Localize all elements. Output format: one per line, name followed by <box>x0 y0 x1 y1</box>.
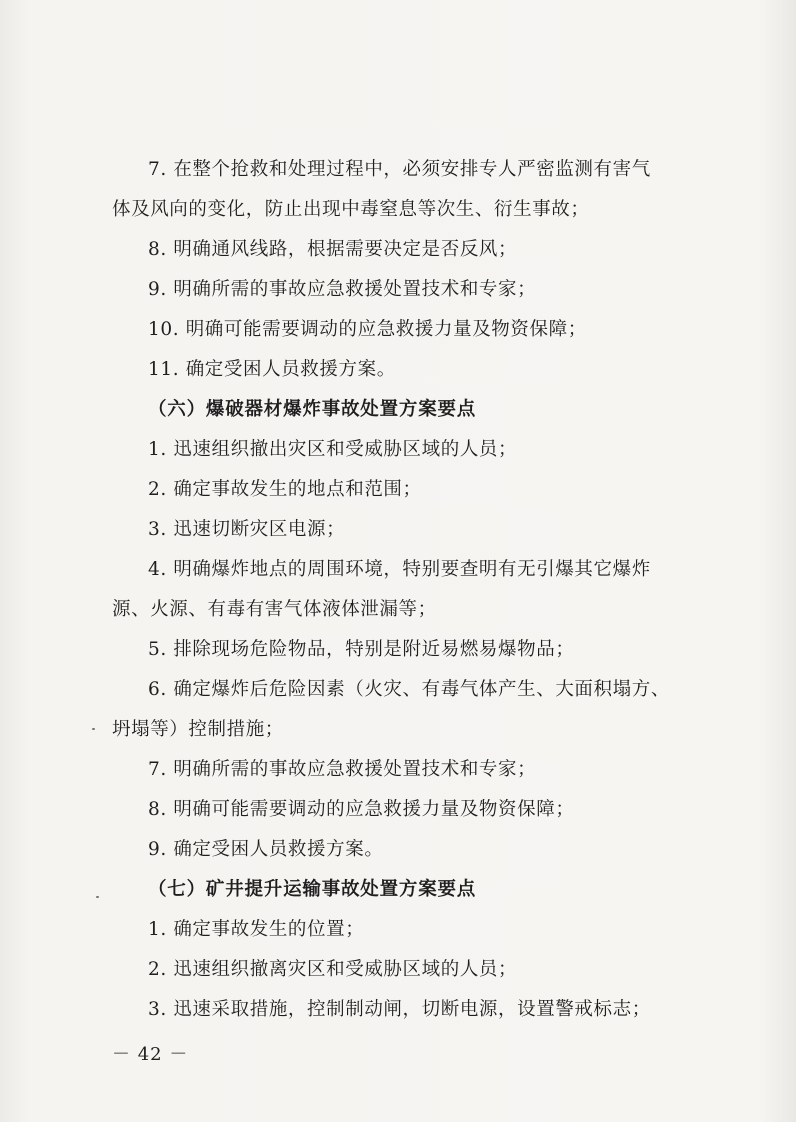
body-text-line: 7. 明确所需的事故应急救援处置技术和专家； <box>148 759 537 780</box>
section-heading: （七）矿井提升运输事故处置方案要点 <box>148 879 477 900</box>
body-text-line: 5. 排除现场危险物品，特别是附近易燃易爆物品； <box>148 639 575 660</box>
section-heading: （六）爆破器材爆炸事故处置方案要点 <box>148 399 477 420</box>
body-text-line: 7. 在整个抢救和处理过程中，必须安排专人严密监测有害气 <box>148 159 651 180</box>
body-text-line: 3. 迅速采取措施，控制制动闸，切断电源，设置警戒标志； <box>148 999 651 1020</box>
body-text-line: 10. 明确可能需要调动的应急救援力量及物资保障； <box>148 319 587 340</box>
body-text-line: 8. 明确通风线路，根据需要决定是否反风； <box>148 239 518 260</box>
body-text-line: 11. 确定受困人员救援方案。 <box>148 359 396 380</box>
body-text-line: 2. 迅速组织撤离灾区和受威胁区域的人员； <box>148 959 518 980</box>
body-text-line: 2. 确定事故发生的地点和范围； <box>148 479 422 500</box>
body-text-line: 源、火源、有毒有害气体液体泄漏等； <box>112 599 437 620</box>
scan-speck <box>96 896 99 898</box>
body-text-line: 1. 确定事故发生的位置； <box>148 919 365 940</box>
body-text-line: 体及风向的变化，防止出现中毒窒息等次生、衍生事故； <box>112 199 590 220</box>
body-text-line: 9. 确定受困人员救援方案。 <box>148 839 384 860</box>
body-text-line: 9. 明确所需的事故应急救援处置技术和专家； <box>148 279 537 300</box>
body-text-line: 坍塌等）控制措施； <box>112 719 284 740</box>
body-text-line: 6. 确定爆炸后危险因素（火灾、有毒气体产生、大面积塌方、 <box>148 679 670 700</box>
document-body <box>112 150 712 1030</box>
body-text-line: 1. 迅速组织撤出灾区和受威胁区域的人员； <box>148 439 518 460</box>
page-number: － 42 － <box>112 1044 189 1065</box>
body-text-line: 4. 明确爆炸地点的周围环境，特别要查明有无引爆其它爆炸 <box>148 559 651 580</box>
scan-speck <box>92 728 95 730</box>
body-text-line: 8. 明确可能需要调动的应急救援力量及物资保障； <box>148 799 575 820</box>
body-text-line: 3. 迅速切断灾区电源； <box>148 519 346 540</box>
